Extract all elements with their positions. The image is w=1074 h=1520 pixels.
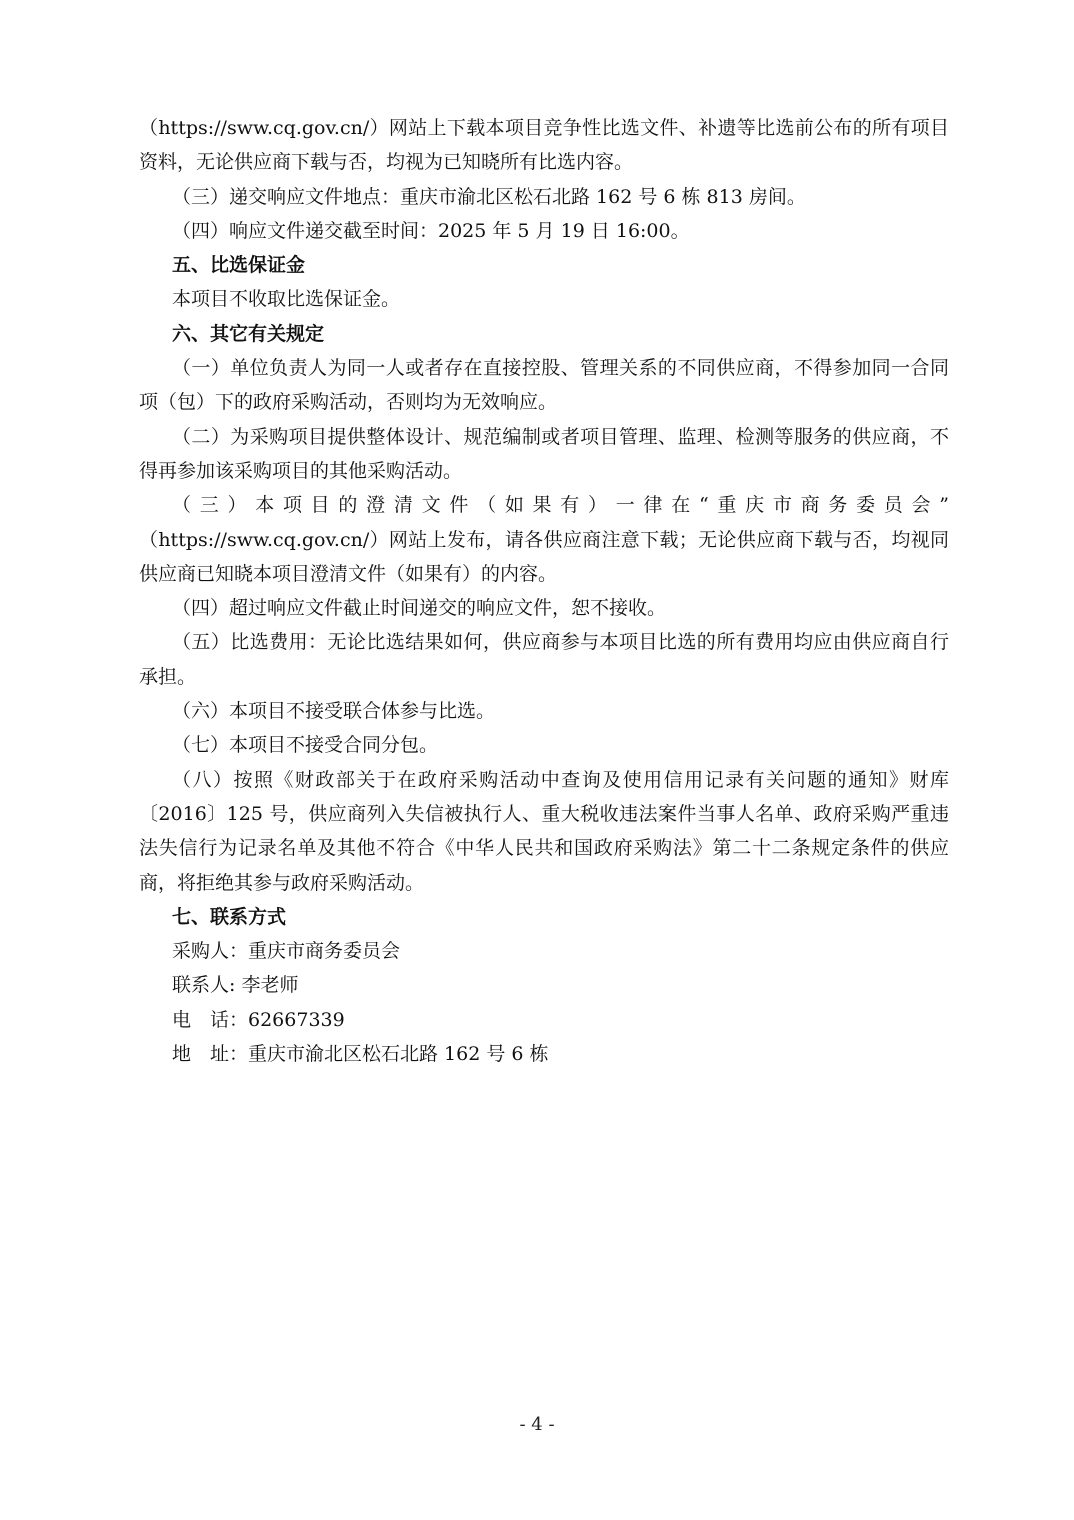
paragraph-rule-7: （七）本项目不接受合同分包。	[172, 734, 439, 757]
paragraph-rule-2: （二）为采购项目提供整体设计、规范编制或者项目管理、监理、检测等服务的供应商，不得再参加该采购项目的其他采购活动。	[139, 425, 949, 482]
paragraph-no-deposit: 本项目不收取比选保证金。	[172, 288, 401, 311]
contact-address: 地 址：重庆市渝北区松石北路 162 号 6 栋	[172, 1043, 549, 1066]
paragraph-rule-8: （八）按照《财政部关于在政府采购活动中查询及使用信用记录有关问题的通知》财库〔2016〕125 号，供应商列入失信被执行人、重大税收违法案件当事人名单、政府采购严重违法失信行为记录名单及其他不符合《中华人民共和国政府采购法》第二十二条规定条件的供应商，将拒绝其参与政府采购活动。	[139, 768, 949, 894]
paragraph-download-info: （https://sww.cq.gov.cn/）网站上下载本项目竞争性比选文件、补遗等比选前公布的所有项目资料，无论供应商下载与否，均视为已知晓所有比选内容。	[139, 117, 949, 174]
paragraph-rule-3-line1: （三）本项目的澄清文件（如果有）一律在“重庆市商务委员会”	[172, 494, 949, 517]
paragraph-rule-3-cont: （https://sww.cq.gov.cn/）网站上发布，请各供应商注意下载；无论供应商下载与否，均视同供应商已知晓本项目澄清文件（如果有）的内容。	[139, 528, 949, 585]
paragraph-rule-1: （一）单位负责人为同一人或者存在直接控股、管理关系的不同供应商，不得参加同一合同项（包）下的政府采购活动，否则均为无效响应。	[139, 357, 949, 414]
contact-phone: 电 话：62667339	[172, 1008, 345, 1031]
contact-purchaser: 采购人：重庆市商务委员会	[172, 940, 401, 963]
page-number: - 4 -	[519, 1414, 555, 1435]
paragraph-rule-4: （四）超过响应文件截止时间递交的响应文件，恕不接收。	[172, 597, 667, 620]
section-heading-deposit: 五、比选保证金	[172, 254, 306, 277]
section-heading-contact: 七、联系方式	[172, 905, 287, 928]
paragraph-rule-6: （六）本项目不接受联合体参与比选。	[172, 700, 496, 723]
paragraph-submission-location: （三）递交响应文件地点：重庆市渝北区松石北路 162 号 6 栋 813 房间。	[172, 185, 806, 208]
contact-person: 联系人: 李老师	[172, 974, 299, 997]
document-body	[139, 111, 949, 1071]
paragraph-rule-5: （五）比选费用：无论比选结果如何，供应商参与本项目比选的所有费用均应由供应商自行承担。	[139, 631, 949, 688]
section-heading-other-rules: 六、其它有关规定	[172, 322, 325, 345]
paragraph-submission-deadline: （四）响应文件递交截至时间：2025 年 5 月 19 日 16:00。	[172, 219, 690, 242]
